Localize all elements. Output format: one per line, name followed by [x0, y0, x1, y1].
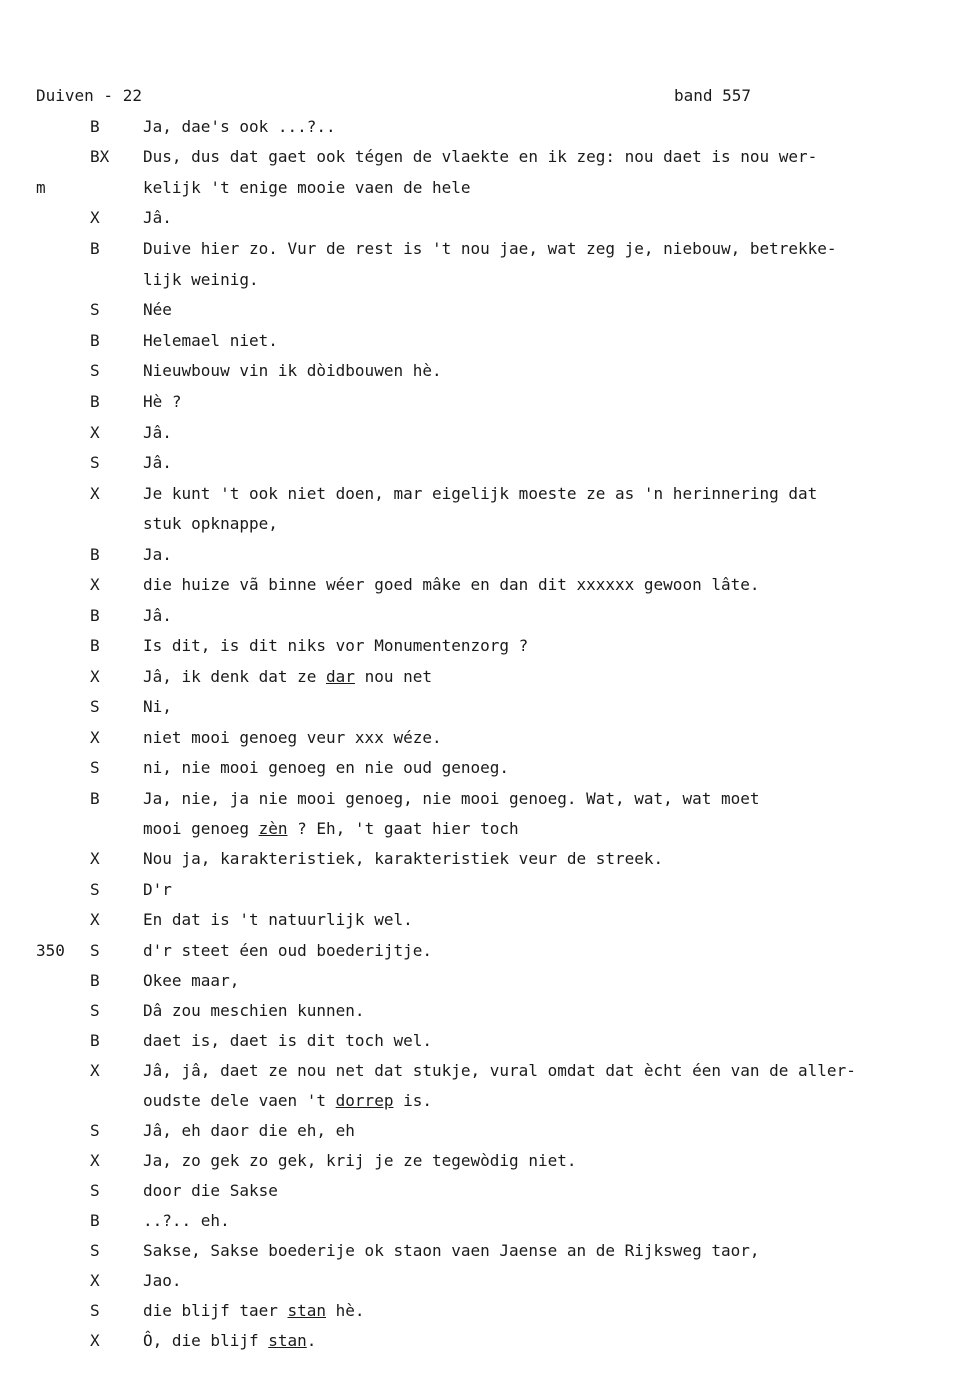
margin-note: 350 — [36, 941, 65, 960]
utterance-text: Jâ. — [143, 606, 172, 625]
utterance-text: Is dit, is dit niks vor Monumentenzorg ? — [143, 636, 529, 655]
utterance-text: kelijk 't enige mooie vaen de hele — [143, 178, 471, 197]
transcript-line — [36, 789, 936, 819]
utterance-text: Jâ, ik denk dat ze dar nou net — [143, 667, 432, 686]
utterance-text: Ja. — [143, 545, 172, 564]
transcript-line — [36, 1121, 936, 1151]
utterance-text: Dus, dus dat gaet ook tégen de vlaekte en ik zeg: nou daet is nou wer- — [143, 147, 818, 166]
transcript-line — [36, 971, 936, 1001]
transcript-line — [36, 819, 936, 849]
transcript-line — [36, 484, 936, 514]
transcript-line — [36, 453, 936, 483]
transcript-line — [36, 667, 936, 697]
transcript-line — [36, 758, 936, 788]
utterance-text: stuk opknappe, — [143, 514, 278, 533]
transcript-line — [36, 728, 936, 758]
speaker-label: B — [90, 331, 100, 350]
speaker-label: S — [90, 697, 100, 716]
transcript-line — [36, 270, 936, 300]
speaker-label: B — [90, 545, 100, 564]
page-header — [36, 86, 926, 110]
utterance-text: En dat is 't natuurlijk wel. — [143, 910, 413, 929]
speaker-label: S — [90, 880, 100, 899]
transcript-line — [36, 331, 936, 361]
speaker-label: B — [90, 971, 100, 990]
speaker-label: X — [90, 1331, 100, 1350]
utterance-text: Ni, — [143, 697, 172, 716]
utterance-text: niet mooi genoeg veur xxx wéze. — [143, 728, 442, 747]
header-location-page: Duiven - 22 — [36, 86, 142, 105]
utterance-text: Ja, dae's ook ...?.. — [143, 117, 336, 136]
transcript-line — [36, 423, 936, 453]
speaker-label: X — [90, 1151, 100, 1170]
utterance-text: Nieuwbouw vin ik dòidbouwen hè. — [143, 361, 442, 380]
utterance-text: Okee maar, — [143, 971, 240, 990]
speaker-label: X — [90, 575, 100, 594]
transcript-line — [36, 361, 936, 391]
utterance-text: d'r steet éen oud boederijtje. — [143, 941, 432, 960]
utterance-text: Helemael niet. — [143, 331, 278, 350]
transcript-line — [36, 147, 936, 177]
speaker-label: S — [90, 1121, 100, 1140]
underlined-word: stan — [268, 1331, 307, 1350]
speaker-label: S — [90, 1301, 100, 1320]
speaker-label: B — [90, 1031, 100, 1050]
utterance-text: door die Sakse — [143, 1181, 278, 1200]
speaker-label: S — [90, 941, 100, 960]
transcript-line — [36, 392, 936, 422]
transcript-line — [36, 575, 936, 605]
transcript-line — [36, 1031, 936, 1061]
speaker-label: B — [90, 239, 100, 258]
transcript-line — [36, 1091, 936, 1121]
margin-note: m — [36, 178, 46, 197]
transcript-line — [36, 208, 936, 238]
transcript-line — [36, 697, 936, 727]
header-tape-number: band 557 — [674, 86, 752, 105]
utterance-text: Ô, die blijf stan. — [143, 1331, 317, 1350]
transcript-line — [36, 1241, 936, 1271]
transcript-line — [36, 239, 936, 269]
transcript-line — [36, 1331, 936, 1361]
underlined-word: dar — [326, 667, 355, 686]
utterance-text: Je kunt 't ook niet doen, mar eigelijk moeste ze as 'n herinnering dat — [143, 484, 818, 503]
speaker-label: S — [90, 453, 100, 472]
underlined-word: dorrep — [335, 1091, 394, 1110]
transcript-line — [36, 1151, 936, 1181]
speaker-label: B — [90, 636, 100, 655]
speaker-label: X — [90, 484, 100, 503]
transcript-line — [36, 1301, 936, 1331]
transcript-line — [36, 880, 936, 910]
transcript-line — [36, 1061, 936, 1091]
speaker-label: B — [90, 789, 100, 808]
utterance-text: ni, nie mooi genoeg en nie oud genoeg. — [143, 758, 510, 777]
utterance-text: Hè ? — [143, 392, 182, 411]
utterance-text: Dâ zou meschien kunnen. — [143, 1001, 365, 1020]
utterance-text: Née — [143, 300, 172, 319]
utterance-text: Sakse, Sakse boederije ok staon vaen Jaense an de Rijksweg taor, — [143, 1241, 760, 1260]
transcript-line — [36, 606, 936, 636]
utterance-text: Jao. — [143, 1271, 182, 1290]
speaker-label: S — [90, 300, 100, 319]
speaker-label: B — [90, 117, 100, 136]
transcript-line — [36, 1271, 936, 1301]
utterance-text: ..?.. eh. — [143, 1211, 230, 1230]
speaker-label: B — [90, 392, 100, 411]
transcript-line — [36, 117, 936, 147]
underlined-word: zèn — [258, 819, 288, 838]
utterance-text: Jâ. — [143, 423, 172, 442]
utterance-text: mooi genoeg zèn ? Eh, 't gaat hier toch — [143, 819, 519, 838]
speaker-label: X — [90, 208, 100, 227]
speaker-label: B — [90, 606, 100, 625]
transcript-line — [36, 300, 936, 330]
utterance-text: Duive hier zo. Vur de rest is 't nou jae, wat zeg je, niebouw, betrekke- — [143, 239, 837, 258]
speaker-label: S — [90, 1241, 100, 1260]
transcript-line — [36, 636, 936, 666]
transcript-line — [36, 1001, 936, 1031]
speaker-label: X — [90, 1061, 100, 1080]
speaker-label: BX — [90, 147, 110, 166]
utterance-text: daet is, daet is dit toch wel. — [143, 1031, 432, 1050]
transcript-line — [36, 849, 936, 879]
transcript-line — [36, 545, 936, 575]
speaker-label: X — [90, 728, 100, 747]
utterance-text: Jâ. — [143, 453, 172, 472]
speaker-label: S — [90, 1181, 100, 1200]
utterance-text: lijk weinig. — [143, 270, 259, 289]
speaker-label: X — [90, 423, 100, 442]
speaker-label: S — [90, 758, 100, 777]
speaker-label: X — [90, 667, 100, 686]
speaker-label: X — [90, 1271, 100, 1290]
utterance-text: Ja, nie, ja nie mooi genoeg, nie mooi genoeg. Wat, wat, wat moet — [143, 789, 760, 808]
transcript-line — [36, 1181, 936, 1211]
utterance-text: D'r — [143, 880, 172, 899]
utterance-text: die blijf taer stan hè. — [143, 1301, 365, 1320]
transcript-line — [36, 910, 936, 940]
utterance-text: Ja, zo gek zo gek, krij je ze tegewòdig niet. — [143, 1151, 577, 1170]
utterance-text: Jâ. — [143, 208, 172, 227]
speaker-label: X — [90, 910, 100, 929]
underlined-word: stan — [287, 1301, 327, 1320]
utterance-text: die huize vã binne wéer goed mâke en dan dit xxxxxx gewoon lâte. — [143, 575, 760, 594]
utterance-text: Nou ja, karakteristiek, karakteristiek veur de streek. — [143, 849, 664, 868]
speaker-label: S — [90, 1001, 100, 1020]
speaker-label: S — [90, 361, 100, 380]
transcript-line — [36, 1211, 936, 1241]
utterance-text: oudste dele vaen 't dorrep is. — [143, 1091, 432, 1110]
speaker-label: B — [90, 1211, 100, 1230]
speaker-label: X — [90, 849, 100, 868]
transcript-line — [36, 514, 936, 544]
transcript-line — [36, 941, 936, 971]
utterance-text: Jâ, eh daor die eh, eh — [143, 1121, 355, 1140]
transcript-line — [36, 178, 936, 208]
utterance-text: Jâ, jâ, daet ze nou net dat stukje, vural omdat dat ècht éen van de aller- — [143, 1061, 856, 1080]
